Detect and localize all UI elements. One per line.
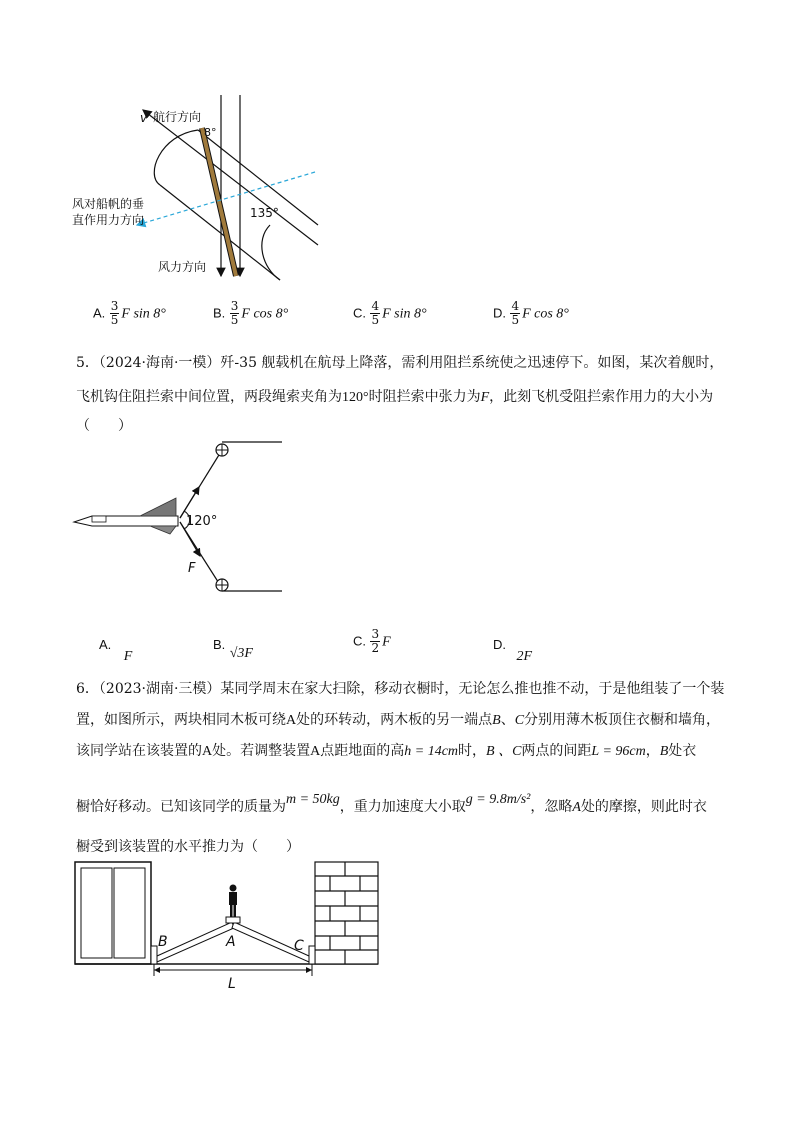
v-label: v [140,111,148,125]
hull-arc [262,225,280,280]
wind-direction-label: 风力方向 [158,260,207,274]
q4-option-d[interactable] [493,300,569,327]
option-label: D. [493,305,506,321]
fraction: $\frac{3}{2}$ [371,627,380,655]
q6-line-1: 6．（2023·湖南·三模）某同学周末在家大扫除，移动衣橱时，无论怎么推也推不动，于是他组装了一个装 [76,681,725,697]
sail-force-diagram [60,92,330,292]
q5-option-a[interactable] [99,637,133,664]
jet-wing-lower [150,526,176,534]
fraction: $\frac{4}{5}$ [511,299,520,327]
point-c-label: C [294,938,304,954]
q6-line-5: 橱受到该装置的水平推力为（ ） [76,839,300,855]
jet-cockpit [92,516,106,522]
pulley-icon [216,444,228,456]
person-icon [229,885,237,918]
force-F-label: F [188,561,196,576]
option-expr: 2F [516,649,533,664]
fraction: $\frac{3}{5}$ [110,299,119,327]
brick-wall [315,862,378,964]
jet-arrest-diagram [70,435,290,600]
q5-option-c[interactable] [353,628,391,655]
angle-120-label: 120° [186,514,218,529]
block-b [151,946,157,964]
q5-line-2: 飞机钩住阻拦索中间位置，两段绳索夹角为120°时阻拦索中张力为F，此刻飞机受阻拦索作用力的大小为 [76,389,714,405]
point-a-label: A [226,934,236,950]
wind-perp-label-2: 直作用力方向 [72,213,145,227]
option-label: A. [99,637,112,652]
sail-mast [202,128,236,276]
jet-wing [140,498,176,516]
q5-line-1: 5．（2024·海南·一模）歼-35 舰载机在航母上降落，需利用阻拦系统使之迅速停下。如图，某次着舰时， [76,355,724,371]
q6-line-4: 橱恰好移动。已知该同学的质量为m = 50kg，重力加速度大小取g = 9.8m/s²，忽略A处的摩擦，则此时衣 [76,792,707,815]
option-expr: F [382,634,391,650]
option-label: B. [213,637,226,652]
option-label: A. [93,305,106,321]
block-c [309,946,315,964]
pulley-icon [216,579,228,591]
angle-8-label: 8° [204,126,217,139]
q5-option-d[interactable] [493,637,533,664]
fraction: $\frac{4}{5}$ [371,299,380,327]
option-expr: F sin 8° [382,306,427,322]
wind-perp-arrow [137,172,315,225]
q4-option-b[interactable] [213,300,288,327]
q4-option-a[interactable] [93,300,166,327]
wind-perp-label-1: 风对船帆的垂 [72,197,145,211]
option-expr: F cos 8° [522,306,569,322]
q5-option-b[interactable] [213,637,253,661]
option-expr: F cos 8° [241,306,289,322]
board-left [157,922,234,962]
option-expr: √3F [229,646,253,661]
angle-135-label: 135° [250,206,279,220]
option-expr: F [123,649,133,664]
standing-platform [226,917,240,923]
option-label: C. [353,305,366,321]
length-l-label: L [228,976,236,992]
option-label: D. [493,637,506,652]
nav-direction-label: 航行方向 [153,110,202,124]
q6-line-3: 该同学站在该装置的A处。若调整装置A点距地面的高h = 14cm时，B 、C两点的间距L = 96cm，B处衣 [76,743,697,759]
option-label: C. [353,633,366,649]
fraction: $\frac{3}{5}$ [230,299,239,327]
point-b-label: B [158,934,168,950]
option-label: B. [213,305,226,321]
wardrobe-door [81,868,112,958]
q4-option-c[interactable] [353,300,427,327]
q5-answer-paren: （ ） [76,418,132,434]
wardrobe-door [114,868,145,958]
velocity-arrow [143,110,318,245]
jet-fuselage [74,516,178,526]
hull-arc [154,130,198,185]
q6-line-2: 置，如图所示，两块相同木板可绕A处的环转动，两木板的另一端点B、C分别用薄木板顶住衣橱和墙角， [76,712,721,728]
wardrobe-push-diagram [70,860,390,995]
option-expr: F sin 8° [121,306,166,322]
